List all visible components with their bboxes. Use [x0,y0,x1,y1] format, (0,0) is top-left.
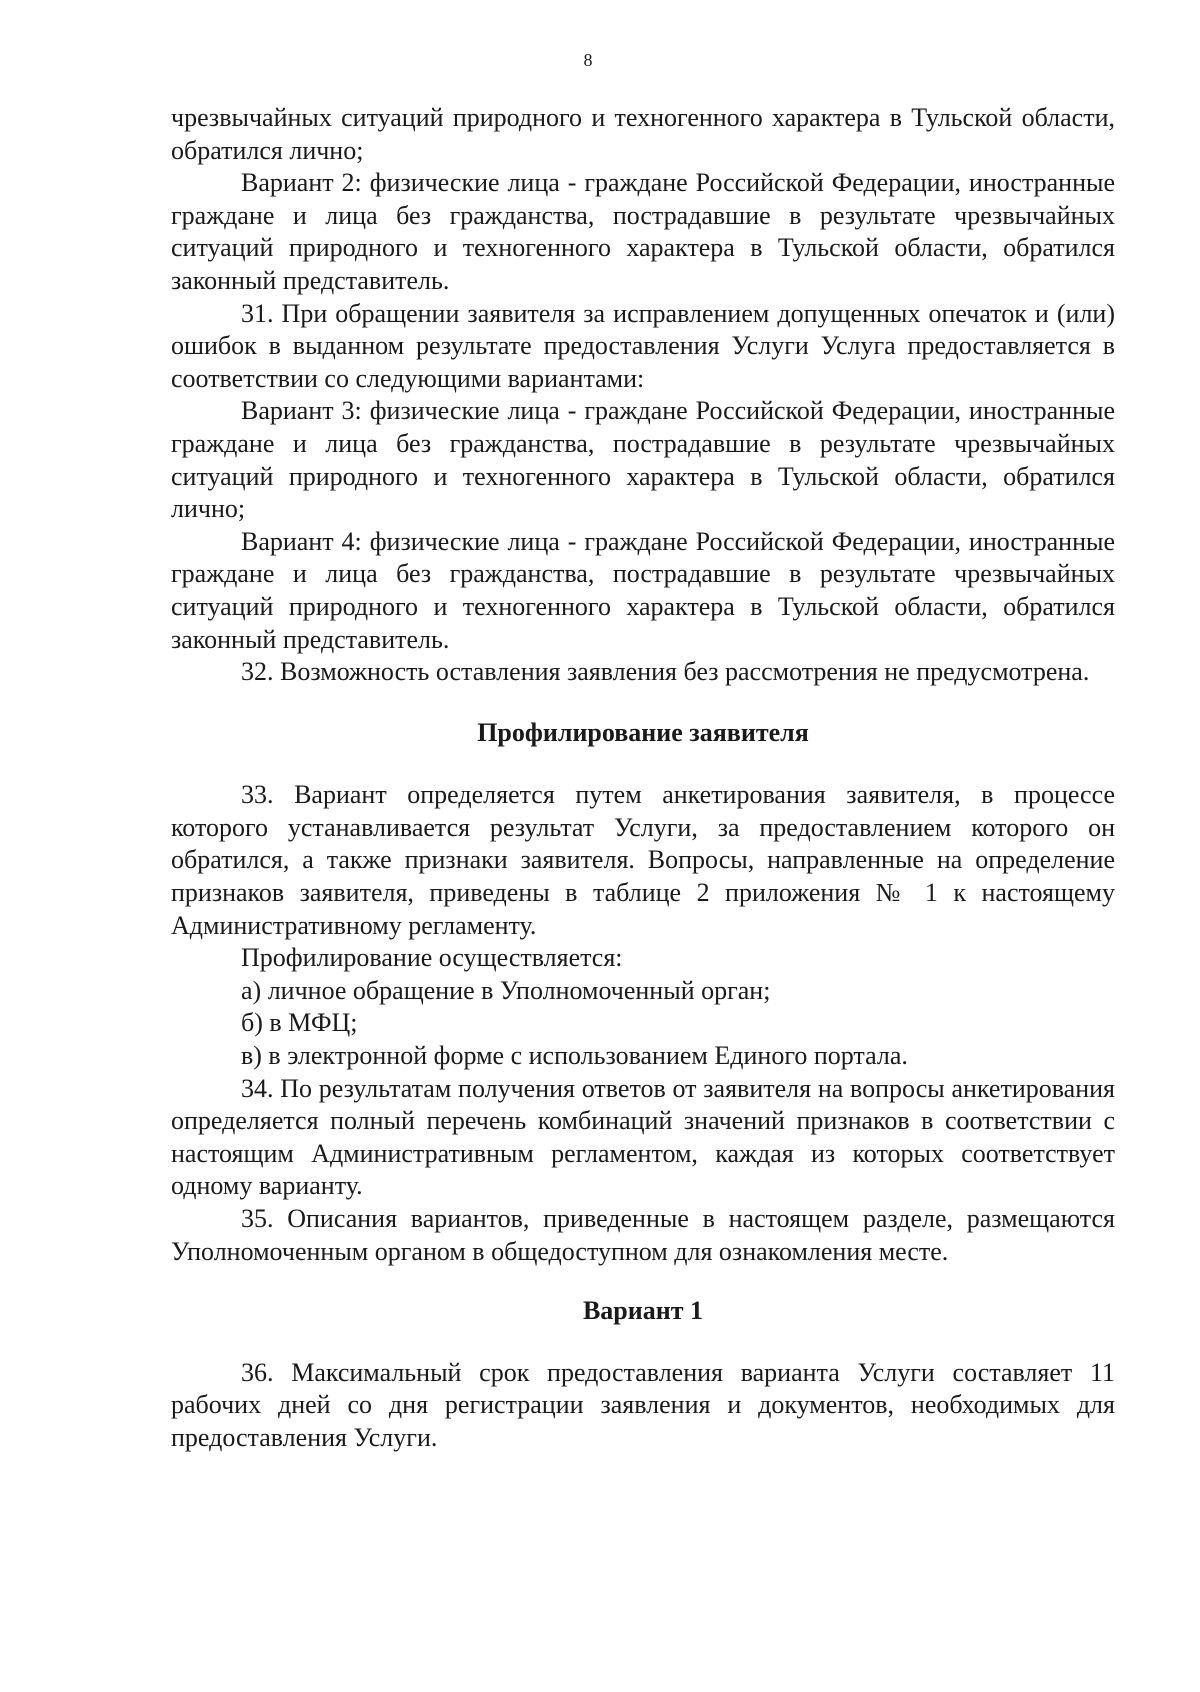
document-body [171,102,1115,1455]
list-item-a: а) личное обращение в Уполномоченный орган; [241,975,771,1005]
paragraph-variant-4: Вариант 4: физические лица - граждане Российской Федерации, иностранные граждане и лица без гражданства, пострадавшие в результате чрезвычайных ситуаций природного и техногенного характера в Тульской области, обратился законный представитель. [171,526,1115,654]
page-number: 8 [583,50,593,70]
section-heading-profiling: Профилирование заявителя [477,717,809,747]
paragraph-35: 35. Описания вариантов, приведенные в настоящем разделе, размещаются Уполномоченным органом в общедоступном для ознакомления месте. [171,1204,1115,1266]
paragraph-34: 34. По результатам получения ответов от заявителя на вопросы анкетирования определяется полный перечень комбинаций значений признаков в соответствии с настоящим Административным регламентом, каждая из которых соответствует одному варианту. [171,1073,1115,1201]
section-heading-variant-1: Вариант 1 [582,1296,704,1326]
paragraph-profiling-intro: Профилирование осуществляется: [241,943,623,973]
paragraph-continuation: чрезвычайных ситуаций природного и техногенного характера в Тульской области, обратился лично; [171,103,1115,165]
paragraph-33: 33. Вариант определяется путем анкетирования заявителя, в процессе которого устанавливается результат Услуги, за предоставлением которого он обратился, а также признаки заявителя. Вопросы, направленные на определение признаков заявителя, приведены в таблице 2 приложения № 1 к настоящему Административному регламенту. [171,780,1115,940]
paragraph-32: 32. Возможность оставления заявления без рассмотрения не предусмотрена. [241,657,1090,687]
paragraph-variant-2: Вариант 2: физические лица - граждане Российской Федерации, иностранные граждане и лица без гражданства, пострадавшие в результате чрезвычайных ситуаций природного и техногенного характера в Тульской области, обратился законный представитель. [171,168,1115,295]
list-item-v: в) в электронной форме с использованием Единого портала. [241,1041,908,1071]
paragraph-variant-3: Вариант 3: физические лица - граждане Российской Федерации, иностранные граждане и лица без гражданства, пострадавшие в результате чрезвычайных ситуаций природного и техногенного характера в Тульской области, обратился лично; [171,396,1115,524]
paragraph-36: 36. Максимальный срок предоставления варианта Услуги составляет 11 рабочих дней со дня регистрации заявления и документов, необходимых для предоставления Услуги. [171,1357,1115,1452]
list-item-b: б) в МФЦ; [241,1008,358,1038]
paragraph-31: 31. При обращении заявителя за исправлением допущенных опечаток и (или) ошибок в выданном результате предоставления Услуги Услуга предоставляется в соответствии со следующими вариантами: [171,298,1115,393]
